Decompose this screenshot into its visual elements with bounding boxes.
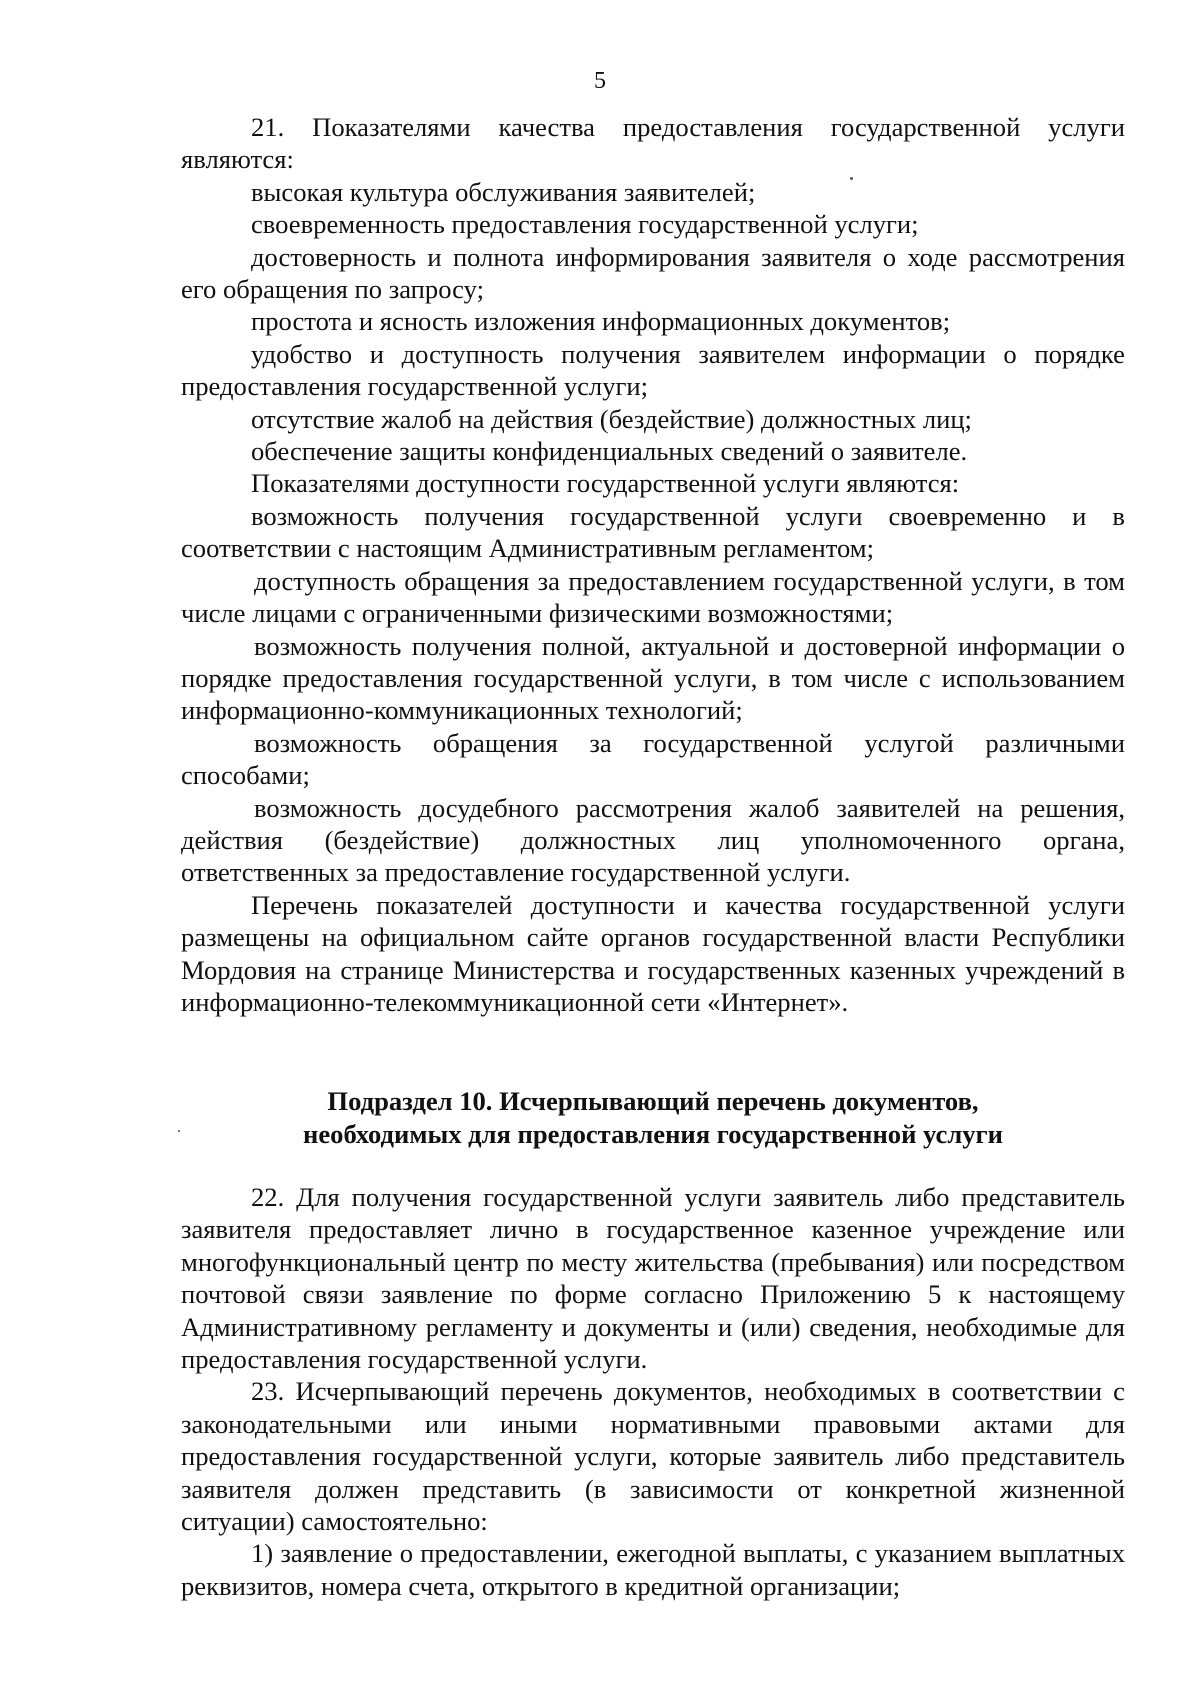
paragraph: обеспечение защиты конфиденциальных сведений о заявителе. <box>251 436 968 467</box>
paragraph: 23. Исчерпывающий перечень документов, необходимых в соответствии с законодательными или иными нормативными правовыми актами для предоставления государственной услуги, которые заявитель либо представитель заявителя должен представить (в зависимости от конкретной жизненной ситуации) самостоятельно: <box>181 1376 1125 1537</box>
paragraph: возможность получения полной, актуальной и достоверной информации о порядке предоставления государственной услуги, в том числе с использованием информационно-коммуникационных технологий; <box>181 630 1125 726</box>
paragraph: высокая культура обслуживания заявителей; <box>251 176 756 207</box>
heading-line: необходимых для предоставления государственной услуги <box>303 1119 1003 1149</box>
paragraph: простота и ясность изложения информационных документов; <box>251 306 951 337</box>
paragraph: 1) заявление о предоставлении, ежегодной выплаты, с указанием выплатных реквизитов, номера счета, открытого в кредитной организации; <box>181 1538 1125 1601</box>
paragraph: 21. Показателями качества предоставления государственной услуги являются: <box>181 112 1125 175</box>
paragraph: доступность обращения за предоставлением государственной услуги, в том числе лицами с ограниченными физическими возможностями; <box>181 565 1125 629</box>
paragraph: возможность обращения за государственной услугой различными способами; <box>181 727 1125 791</box>
heading-line: Подраздел 10. Исчерпывающий перечень документов, <box>327 1086 979 1116</box>
scan-speck <box>850 177 853 180</box>
page-number: 5 <box>594 68 606 94</box>
paragraph: Перечень показателей доступности и качества государственной услуги размещены на официальном сайте органов государственной власти Республики Мордовия на странице Министерства и государственных казенных учреждений в информационно-телекоммуникационной сети «Интернет». <box>181 889 1125 1017</box>
paragraph: удобство и доступность получения заявителем информации о порядке предоставления государственной услуги; <box>181 338 1125 402</box>
paragraph: возможность получения государственной услуги своевременно и в соответствии с настоящим Административным регламентом; <box>181 500 1125 564</box>
paragraph: отсутствие жалоб на действия (бездействие) должностных лиц; <box>251 403 972 434</box>
scan-speck <box>178 1130 180 1132</box>
paragraph: 22. Для получения государственной услуги заявитель либо представитель заявителя предоставляет лично в государственное казенное учреждение или многофункциональный центр по месту жительства (пребывания) или посредством почтовой связи заявление по форме согласно Приложению 5 к настоящему Административному регламенту и документы и (или) сведения, необходимые для предоставления государственной услуги. <box>181 1182 1125 1375</box>
section-21-text <box>181 111 1125 1018</box>
paragraph: возможность досудебного рассмотрения жалоб заявителей на решения, действия (бездействие) должностных лиц уполномоченного органа, ответственных за предоставление государственной услуги. <box>181 792 1125 888</box>
section-22-23-text <box>181 1181 1125 1602</box>
paragraph: Показателями доступности государственной услуги являются: <box>251 468 960 499</box>
paragraph: своевременность предоставления государственной услуги; <box>251 209 919 240</box>
paragraph: достоверность и полнота информирования заявителя о ходе рассмотрения его обращения по запросу; <box>181 241 1125 305</box>
subsection-heading <box>181 1085 1125 1151</box>
